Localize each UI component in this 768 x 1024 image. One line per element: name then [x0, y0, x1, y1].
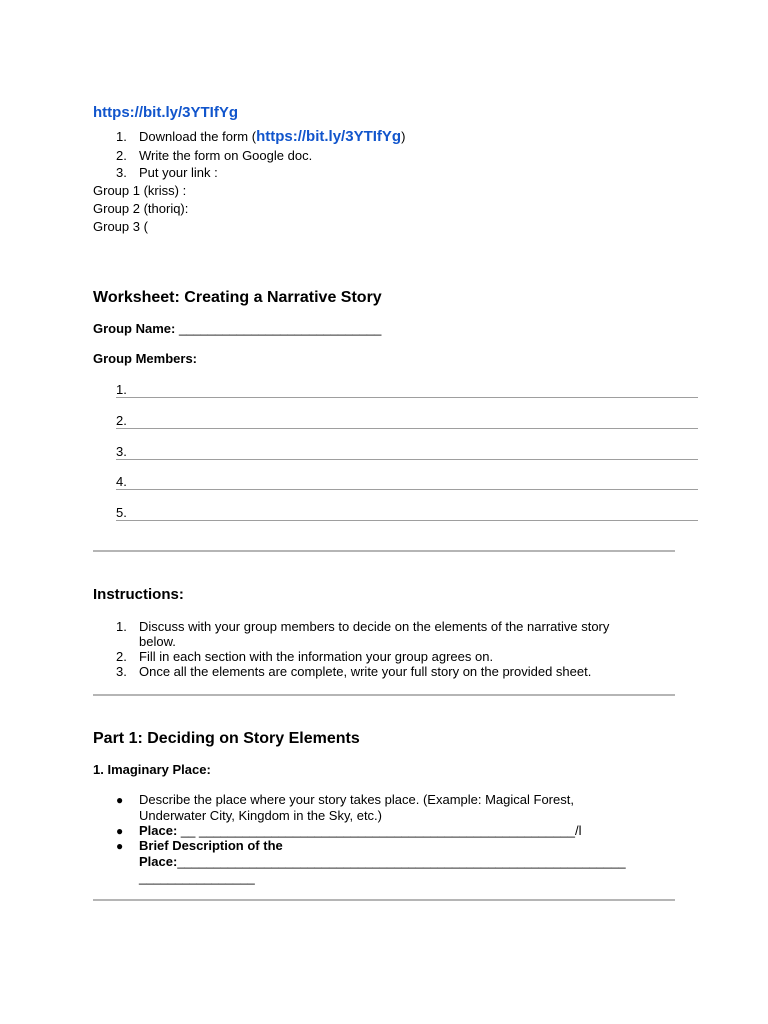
place-blank: __ ____________________________________________________/l — [177, 823, 582, 838]
member-3-number: 3. — [116, 444, 127, 459]
worksheet-title: Worksheet: Creating a Narrative Story — [93, 289, 382, 306]
step-2-text: Write the form on Google doc. — [139, 148, 313, 163]
place-row — [139, 823, 581, 839]
instructions-title: Instructions: — [93, 586, 184, 603]
step-2-number: 2. — [116, 148, 127, 163]
group-members-label: Group Members: — [93, 351, 198, 366]
step-1-close: ) — [401, 129, 406, 144]
divider — [93, 694, 675, 696]
brief-blank: ______________________________________________________________ — [177, 854, 626, 869]
instruction-1-number: 1. — [116, 619, 127, 634]
top-link[interactable]: https://bit.ly/3YTIfYg — [93, 104, 238, 121]
group-2: Group 2 (thoriq): — [93, 201, 189, 216]
brief-row — [139, 854, 626, 870]
member-4-line — [116, 489, 698, 490]
member-4-number: 4. — [116, 474, 127, 489]
step-1-number: 1. — [116, 129, 127, 144]
part1-title: Part 1: Deciding on Story Elements — [93, 730, 360, 747]
instruction-1-line1: Discuss with your group members to decide on the elements of the narrative story — [139, 619, 610, 634]
divider — [93, 550, 675, 552]
member-5-number: 5. — [116, 505, 127, 520]
group-name-blank: ____________________________ — [175, 321, 382, 336]
step-3-number: 3. — [116, 165, 127, 180]
group-3: Group 3 ( — [93, 219, 148, 234]
brief-line1: Brief Description of the — [139, 838, 283, 853]
imaginary-place-label: 1. Imaginary Place: — [93, 762, 211, 777]
instruction-2-number: 2. — [116, 649, 127, 664]
step-3-text: Put your link : — [139, 165, 218, 180]
bullet-icon: ● — [116, 839, 124, 853]
member-2-line — [116, 428, 698, 429]
group-name-row — [93, 321, 381, 336]
member-3-line — [116, 459, 698, 460]
divider — [93, 899, 675, 901]
member-5-line — [116, 520, 698, 521]
member-2-number: 2. — [116, 413, 127, 428]
group-1: Group 1 (kriss) : — [93, 183, 187, 198]
step-1-text: Download the form ( — [139, 129, 257, 144]
group-name-label: Group Name: — [93, 321, 176, 336]
describe-line2: Underwater City, Kingdom in the Sky, etc.) — [139, 808, 383, 823]
member-1-line — [116, 397, 698, 398]
step-1 — [139, 129, 405, 145]
place-label: Place: — [139, 823, 178, 838]
instruction-2-text: Fill in each section with the information your group agrees on. — [139, 649, 494, 664]
instruction-1-line2: below. — [139, 634, 176, 649]
bullet-icon: ● — [116, 824, 124, 838]
instruction-3-text: Once all the elements are complete, write your full story on the provided sheet. — [139, 664, 592, 679]
member-1-number: 1. — [116, 382, 127, 397]
describe-line1: Describe the place where your story takes place. (Example: Magical Forest, — [139, 792, 574, 807]
brief-blank-2: ________________ — [139, 870, 255, 885]
bullet-icon: ● — [116, 793, 124, 807]
brief-label: Place: — [139, 854, 178, 869]
step-1-link[interactable]: https://bit.ly/3YTIfYg — [256, 128, 402, 145]
instruction-3-number: 3. — [116, 664, 127, 679]
